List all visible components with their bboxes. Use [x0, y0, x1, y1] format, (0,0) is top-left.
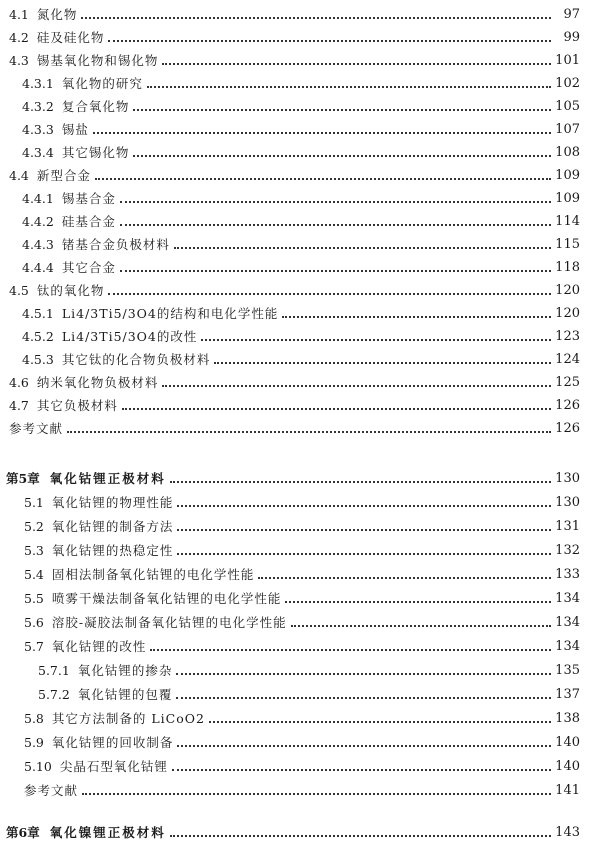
toc-entry — [0, 540, 596, 562]
entry-title: 硅及硅化物 — [36, 30, 105, 45]
entry-page: 126 — [555, 421, 580, 436]
toc-entry — [0, 303, 596, 325]
toc-entry — [0, 119, 596, 141]
entry-title: 其它合金 — [61, 260, 116, 275]
dot-leader — [214, 362, 551, 364]
dot-leader — [133, 155, 551, 157]
entry-page: 109 — [555, 191, 580, 206]
entry-number: 4.5.3 — [22, 352, 54, 367]
entry-page: 99 — [563, 30, 580, 45]
entry-title: 锡基合金 — [61, 191, 116, 206]
entry-page: 134 — [555, 591, 580, 606]
entry-number: 4.3.3 — [22, 122, 54, 137]
entry-title: Li4/3Ti5/3O4的结构和电化学性能 — [61, 306, 279, 321]
entry-number: 5.4 — [24, 567, 44, 582]
entry-title: 硅基合金 — [61, 214, 116, 229]
entry-number: 5.10 — [24, 759, 52, 774]
entry-title: 其它钛的化合物负极材料 — [61, 352, 211, 367]
entry-page: 140 — [555, 735, 580, 750]
entry-title: 氧化钴锂的掺杂 — [77, 663, 173, 678]
entry-number: 4.5 — [9, 283, 29, 298]
toc-entry — [0, 756, 596, 778]
entry-page: 115 — [555, 237, 580, 252]
dot-leader — [291, 625, 551, 627]
entry-title: 氧化物的研究 — [61, 76, 143, 91]
entry-number: 4.3.2 — [22, 99, 54, 114]
toc-entry-references — [0, 418, 596, 440]
chapter-number: 第5章 — [6, 471, 40, 486]
entry-page: 141 — [555, 783, 580, 798]
entry-number: 5.9 — [24, 735, 44, 750]
dot-leader — [201, 339, 551, 341]
dot-leader — [162, 385, 551, 387]
dot-leader — [120, 270, 551, 272]
entry-title: 尖晶石型氧化钴锂 — [59, 759, 168, 774]
entry-title: 其它锡化物 — [61, 145, 130, 160]
entry-page: 138 — [555, 711, 580, 726]
toc-entry — [0, 50, 596, 72]
toc-entry — [0, 280, 596, 302]
toc-entry — [0, 588, 596, 610]
entry-title: 参考文献 — [9, 421, 64, 436]
entry-title: 锗基合金负极材料 — [61, 237, 170, 252]
dot-leader — [170, 481, 551, 483]
entry-number: 4.5.1 — [22, 306, 54, 321]
toc-entry — [0, 73, 596, 95]
entry-number: 4.3 — [9, 53, 29, 68]
entry-page: 130 — [555, 495, 580, 510]
dot-leader — [172, 769, 551, 771]
toc-entry — [0, 372, 596, 394]
entry-page: 120 — [555, 283, 580, 298]
entry-title: 钛的氧化物 — [36, 283, 105, 298]
dot-leader — [82, 793, 551, 795]
entry-number: 5.7.2 — [38, 687, 70, 702]
toc-entry — [0, 188, 596, 210]
entry-title: 其它负极材料 — [36, 398, 118, 413]
dot-leader — [177, 505, 551, 507]
dot-leader — [162, 63, 551, 65]
entry-page: 140 — [555, 759, 580, 774]
entry-number: 5.8 — [24, 711, 44, 726]
entry-page: 132 — [555, 543, 580, 558]
dot-leader — [120, 201, 551, 203]
dot-leader — [108, 40, 551, 42]
toc-entry — [0, 234, 596, 256]
entry-number: 4.4.1 — [22, 191, 54, 206]
toc-entry — [0, 211, 596, 233]
toc-entry — [0, 492, 596, 514]
toc-entry — [0, 27, 596, 49]
toc-entry — [0, 516, 596, 538]
toc-entry — [0, 708, 596, 730]
entry-page: 126 — [555, 398, 580, 413]
entry-number: 4.4.4 — [22, 260, 54, 275]
dot-leader — [122, 408, 551, 410]
entry-page: 131 — [555, 519, 580, 534]
toc-entry — [0, 612, 596, 634]
entry-number: 4.4.2 — [22, 214, 54, 229]
entry-page: 124 — [555, 352, 580, 367]
entry-number: 4.3.4 — [22, 145, 54, 160]
dot-leader — [177, 529, 551, 531]
toc-entry — [0, 142, 596, 164]
toc-chapter-6 — [0, 822, 596, 844]
toc-entry — [0, 349, 596, 371]
entry-title: 复合氧化物 — [61, 99, 130, 114]
entry-page: 120 — [555, 306, 580, 321]
toc-entry — [0, 326, 596, 348]
entry-number: 4.5.2 — [22, 329, 54, 344]
chapter-number: 第6章 — [6, 825, 40, 840]
entry-title: 锡基氧化物和锡化物 — [36, 53, 159, 68]
dot-leader — [67, 431, 551, 433]
toc-entry — [0, 395, 596, 417]
entry-title: 新型合金 — [36, 168, 91, 183]
entry-title: 参考文献 — [24, 783, 79, 798]
entry-page: 107 — [555, 122, 580, 137]
entry-page: 102 — [555, 76, 580, 91]
entry-number: 4.7 — [9, 398, 29, 413]
entry-number: 4.4 — [9, 168, 29, 183]
entry-number: 5.2 — [24, 519, 44, 534]
entry-page: 143 — [555, 825, 580, 840]
entry-number: 5.7.1 — [38, 663, 70, 678]
entry-page: 134 — [555, 615, 580, 630]
entry-number: 5.3 — [24, 543, 44, 558]
entry-title: 氧化钴锂的包覆 — [77, 687, 173, 702]
entry-page: 135 — [555, 663, 580, 678]
entry-page: 125 — [555, 375, 580, 390]
dot-leader — [176, 673, 551, 675]
toc-entry-references — [0, 780, 596, 802]
entry-title: 其它方法制备的 LiCoO2 — [51, 711, 205, 726]
entry-title: 固相法制备氧化钴锂的电化学性能 — [51, 567, 255, 582]
toc-entry — [0, 732, 596, 754]
entry-number: 4.1 — [9, 7, 29, 22]
dot-leader — [282, 316, 551, 318]
entry-page: 108 — [555, 145, 580, 160]
toc-entry — [0, 660, 596, 682]
entry-number: 5.5 — [24, 591, 44, 606]
toc-entry — [0, 257, 596, 279]
toc-entry — [0, 165, 596, 187]
toc-entry — [0, 4, 596, 26]
dot-leader — [170, 835, 551, 837]
toc-entry — [0, 96, 596, 118]
entry-title: 喷雾干燥法制备氧化钴锂的电化学性能 — [51, 591, 282, 606]
entry-number: 4.6 — [9, 375, 29, 390]
entry-page: 123 — [555, 329, 580, 344]
entry-page: 137 — [555, 687, 580, 702]
entry-page: 133 — [555, 567, 580, 582]
dot-leader — [93, 132, 551, 134]
dot-leader — [133, 109, 551, 111]
dot-leader — [150, 649, 551, 651]
entry-title: 氧化钴锂的回收制备 — [51, 735, 174, 750]
entry-page: 105 — [555, 99, 580, 114]
entry-title: 氧化钴锂的制备方法 — [51, 519, 174, 534]
entry-title: 溶胶-凝胶法制备氧化钴锂的电化学性能 — [51, 615, 287, 630]
entry-number: 4.3.1 — [22, 76, 54, 91]
dot-leader — [81, 17, 551, 19]
dot-leader — [209, 721, 551, 723]
entry-page: 101 — [555, 53, 580, 68]
dot-leader — [176, 697, 551, 699]
entry-title: 纳米氧化物负极材料 — [36, 375, 159, 390]
entry-title: 氮化物 — [36, 7, 78, 22]
entry-page: 118 — [555, 260, 580, 275]
toc-chapter-5 — [0, 468, 596, 490]
entry-title: 锡盐 — [61, 122, 89, 137]
entry-number: 4.4.3 — [22, 237, 54, 252]
dot-leader — [258, 577, 551, 579]
chapter-title: 氧化钴锂正极材料 — [49, 471, 166, 486]
entry-page: 114 — [555, 214, 580, 229]
dot-leader — [147, 86, 551, 88]
entry-number: 5.6 — [24, 615, 44, 630]
toc-entry — [0, 564, 596, 586]
dot-leader — [177, 553, 551, 555]
dot-leader — [174, 247, 551, 249]
dot-leader — [95, 178, 551, 180]
entry-number: 5.1 — [24, 495, 44, 510]
entry-title: Li4/3Ti5/3O4的改性 — [61, 329, 198, 344]
entry-title: 氧化钴锂的改性 — [51, 639, 147, 654]
entry-number: 5.7 — [24, 639, 44, 654]
chapter-title: 氧化镍锂正极材料 — [49, 825, 166, 840]
dot-leader — [120, 224, 551, 226]
entry-page: 109 — [555, 168, 580, 183]
toc-entry — [0, 636, 596, 658]
toc-entry — [0, 684, 596, 706]
entry-page: 134 — [555, 639, 580, 654]
entry-number: 4.2 — [9, 30, 29, 45]
dot-leader — [177, 745, 551, 747]
entry-page: 97 — [563, 7, 580, 22]
entry-title: 氧化钴锂的热稳定性 — [51, 543, 174, 558]
entry-page: 130 — [555, 471, 580, 486]
entry-title: 氧化钴锂的物理性能 — [51, 495, 174, 510]
dot-leader — [108, 293, 551, 295]
dot-leader — [285, 601, 551, 603]
